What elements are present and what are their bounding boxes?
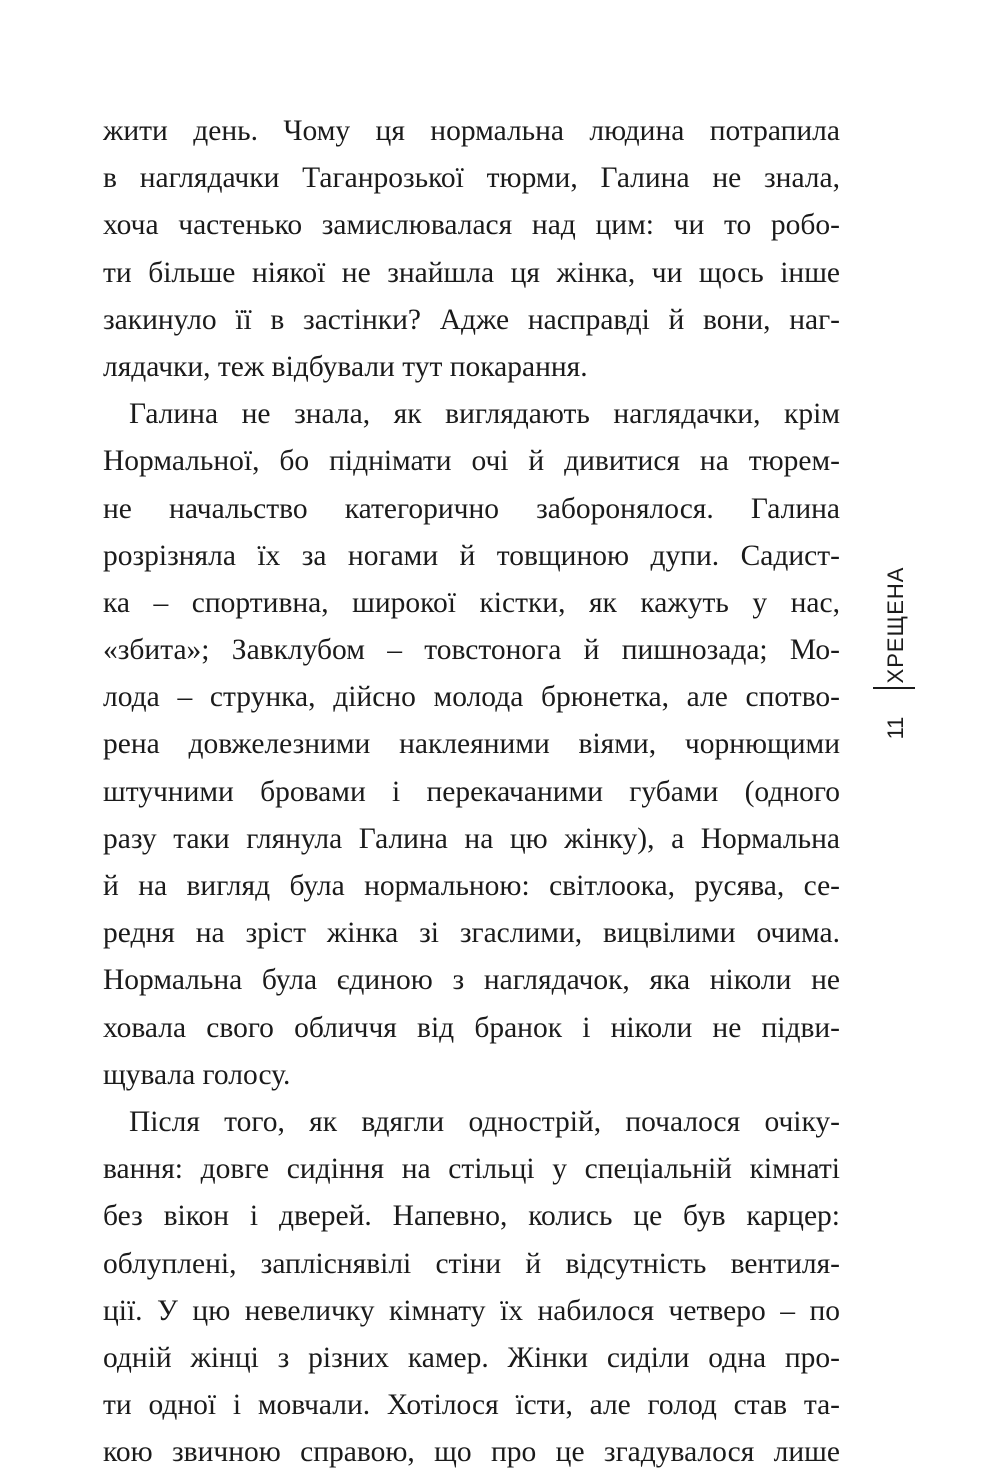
text-line: ховала свого обличчя від бранок і ніколи не підви-: [103, 1011, 840, 1044]
text-line: Нормальної, бо піднімати очі й дивитися на тюрем-: [103, 445, 840, 478]
text-line: лода – струнка, дійсно молода брюнетка, але спотво-: [103, 681, 840, 714]
paragraph-1: [103, 108, 840, 391]
text-line: штучними бровами і перекачаними губами (одного: [103, 775, 840, 808]
text-line: й на вигляд була нормальною: світлоока, русява, се-: [103, 870, 840, 902]
text-line: облуплені, запліснявілі стіни й відсутність вентиля-: [103, 1247, 840, 1280]
running-title: ХРЕЩЕНА: [883, 566, 908, 684]
text-line: хоча частенько замислювалася над цим: чи то робо-: [103, 209, 840, 242]
text-line: «збита»; Завклубом – товстонога й пишнозада; Мо-: [103, 634, 840, 667]
paragraph-3: [103, 1099, 840, 1476]
page-body-text: [103, 108, 840, 1476]
text-line: кою звичною справою, що про це згадувалося лише: [103, 1436, 840, 1469]
text-line: без вікон і дверей. Напевно, колись це був карцер:: [103, 1200, 840, 1233]
text-line: ції. У цю невеличку кімнату їх набилося четверо – по: [103, 1294, 840, 1327]
text-line: лядачки, теж відбували тут покарання.: [103, 350, 588, 383]
text-line: вання: довге сидіння на стільці у спеціальній кімнаті: [103, 1153, 840, 1186]
text-line: Після того, як вдягли однострій, почалося очіку-: [129, 1105, 840, 1138]
text-line: ка – спортивна, широкої кістки, як кажуть у нас,: [103, 586, 840, 619]
text-line: щувала голосу.: [103, 1058, 291, 1091]
text-line: жити день. Чому ця нормальна людина потрапила: [103, 115, 840, 147]
text-line: закинуло її в застінки? Адже насправді й вони, наг-: [103, 303, 840, 336]
text-line: редня на зріст жінка зі згаслими, вицвілими очима.: [103, 917, 840, 950]
text-line: ти одної і мовчали. Хотілося їсти, але голод став та-: [103, 1389, 840, 1422]
text-line: в наглядачки Таганрозької тюрми, Галина не знала,: [103, 162, 840, 195]
text-line: одній жінці з різних камер. Жінки сиділи одна про-: [103, 1341, 840, 1374]
paragraph-2: [103, 391, 840, 1099]
text-line: не начальство категорично заборонялося. Галина: [103, 492, 840, 525]
text-line: ти більше ніякої не знайшла ця жінка, чи щось інше: [103, 256, 840, 289]
text-line: розрізняла їх за ногами й товщиною дупи. Садист-: [103, 539, 840, 572]
text-line: Нормальна була єдиною з наглядачок, яка ніколи не: [103, 964, 840, 997]
text-line: Галина не знала, як виглядають наглядачки, крім: [129, 398, 840, 431]
page-number: 11: [883, 716, 908, 740]
text-line: рена довжелезними наклеяними віями, чорнющими: [103, 728, 840, 761]
margin-divider: [873, 687, 915, 689]
text-line: разу таки глянула Галина на цю жінку), а Нормальна: [103, 822, 840, 855]
